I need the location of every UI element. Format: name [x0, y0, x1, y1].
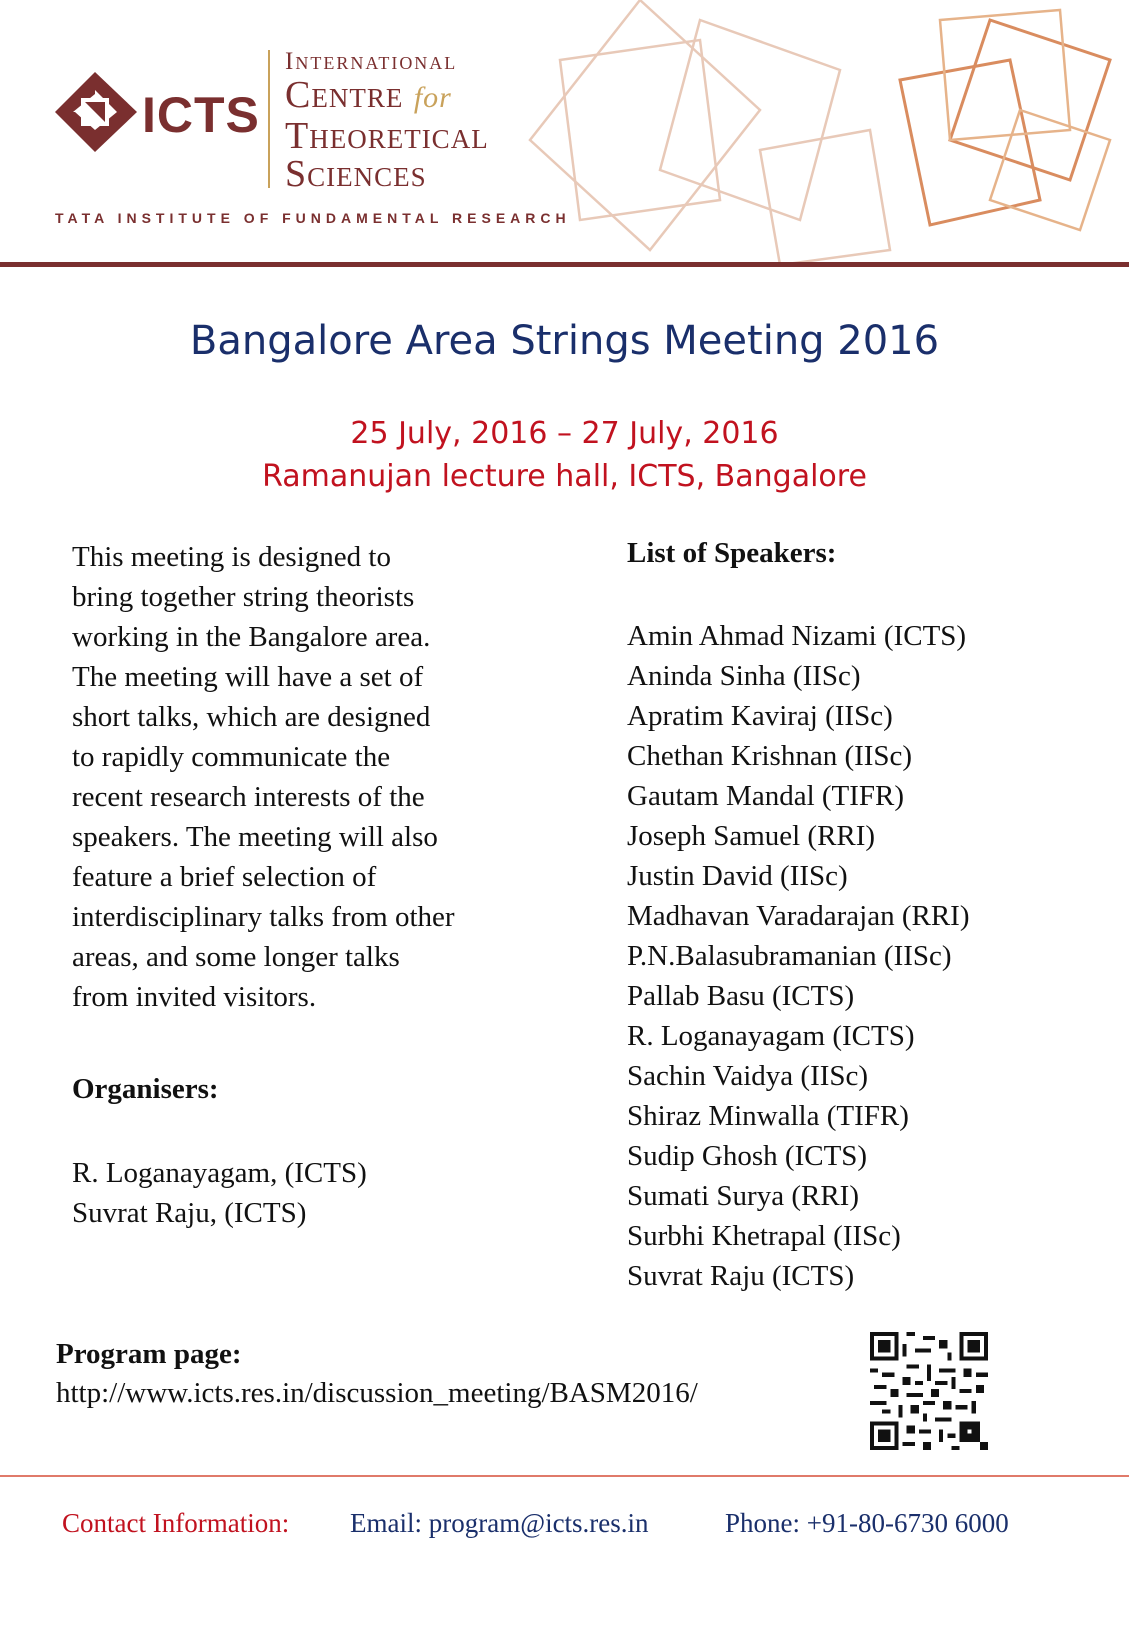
speaker-item: Suvrat Raju (ICTS): [627, 1260, 855, 1292]
speaker-item: Shiraz Minwalla (TIFR): [627, 1100, 909, 1132]
description-line: interdisciplinary talks from other: [72, 901, 455, 933]
speaker-item: Pallab Basu (ICTS): [627, 980, 855, 1012]
name-word-centre: Centre: [285, 74, 404, 116]
event-title: Bangalore Area Strings Meeting 2016: [189, 318, 940, 364]
header-divider: [0, 262, 1129, 267]
event-details: [0, 412, 1129, 498]
description-line: from invited visitors.: [72, 981, 317, 1013]
logo-abbreviation: ICTS: [142, 87, 260, 143]
speaker-item: Madhavan Varadarajan (RRI): [627, 900, 970, 932]
speaker-item: Gautam Mandal (TIFR): [627, 780, 905, 812]
name-word-for: for: [413, 81, 452, 114]
description-line: bring together string theorists: [72, 581, 415, 613]
description-line: short talks, which are designed: [72, 701, 431, 733]
icts-logo-icon: [55, 72, 137, 152]
speaker-item: Apratim Kaviraj (IISc): [627, 700, 893, 732]
program-page-label: Program page:: [56, 1338, 242, 1370]
event-venue: Ramanujan lecture hall, ICTS, Bangalore: [262, 459, 867, 494]
organiser-item: Suvrat Raju, (ICTS): [72, 1197, 307, 1229]
organisers-heading: Organisers:: [72, 1073, 219, 1105]
speaker-item: Joseph Samuel (RRI): [627, 820, 876, 852]
logo-divider: [268, 50, 270, 188]
organiser-item: R. Loganayagam, (ICTS): [72, 1157, 367, 1189]
name-line-sciences: Sciences: [285, 153, 427, 195]
speaker-item: Surbhi Khetrapal (IISc): [627, 1220, 901, 1252]
speaker-item: P.N.Balasubramanian (IISc): [627, 940, 952, 972]
speaker-item: Sudip Ghosh (ICTS): [627, 1140, 868, 1172]
contact-phone[interactable]: Phone: +91-80-6730 6000: [725, 1508, 1009, 1538]
header-banner: [0, 0, 1129, 270]
event-dates: 25 July, 2016 – 27 July, 2016: [350, 416, 779, 451]
description-line: feature a brief selection of: [72, 861, 377, 893]
speaker-item: Amin Ahmad Nizami (ICTS): [627, 620, 967, 652]
description-line: areas, and some longer talks: [72, 941, 400, 973]
parent-institute-label: TATA INSTITUTE OF FUNDAMENTAL RESEARCH: [55, 210, 571, 226]
speaker-item: Justin David (IISc): [627, 860, 848, 892]
speaker-item: Aninda Sinha (IISc): [627, 660, 861, 692]
description-line: recent research interests of the: [72, 781, 425, 813]
speaker-item: Chethan Krishnan (IISc): [627, 740, 913, 772]
footer-divider: [0, 1475, 1129, 1477]
description-line: The meeting will have a set of: [72, 661, 424, 693]
event-description: [72, 537, 542, 1017]
organisers-list: [72, 1153, 367, 1233]
name-line-centre: [285, 76, 489, 117]
name-line-theoretical: Theoretical: [285, 115, 489, 157]
speaker-item: Sachin Vaidya (IISc): [627, 1060, 869, 1092]
contact-email[interactable]: Email: program@icts.res.in: [350, 1508, 649, 1538]
speakers-list: [627, 616, 970, 1296]
description-line: This meeting is designed to: [72, 541, 391, 573]
name-line-international: International: [285, 48, 458, 75]
description-line: working in the Bangalore area.: [72, 621, 431, 653]
program-page-link[interactable]: http://www.icts.res.in/discussion_meeting/BASM2016/: [56, 1377, 698, 1409]
speaker-item: R. Loganayagam (ICTS): [627, 1020, 915, 1052]
contact-information-label: Contact Information:: [62, 1508, 290, 1538]
description-line: to rapidly communicate the: [72, 741, 391, 773]
institution-name: [285, 48, 489, 193]
qr-code-icon[interactable]: [870, 1332, 988, 1450]
description-line: speakers. The meeting will also: [72, 821, 438, 853]
speaker-item: Sumati Surya (RRI): [627, 1180, 859, 1212]
speakers-heading: List of Speakers:: [627, 537, 837, 569]
